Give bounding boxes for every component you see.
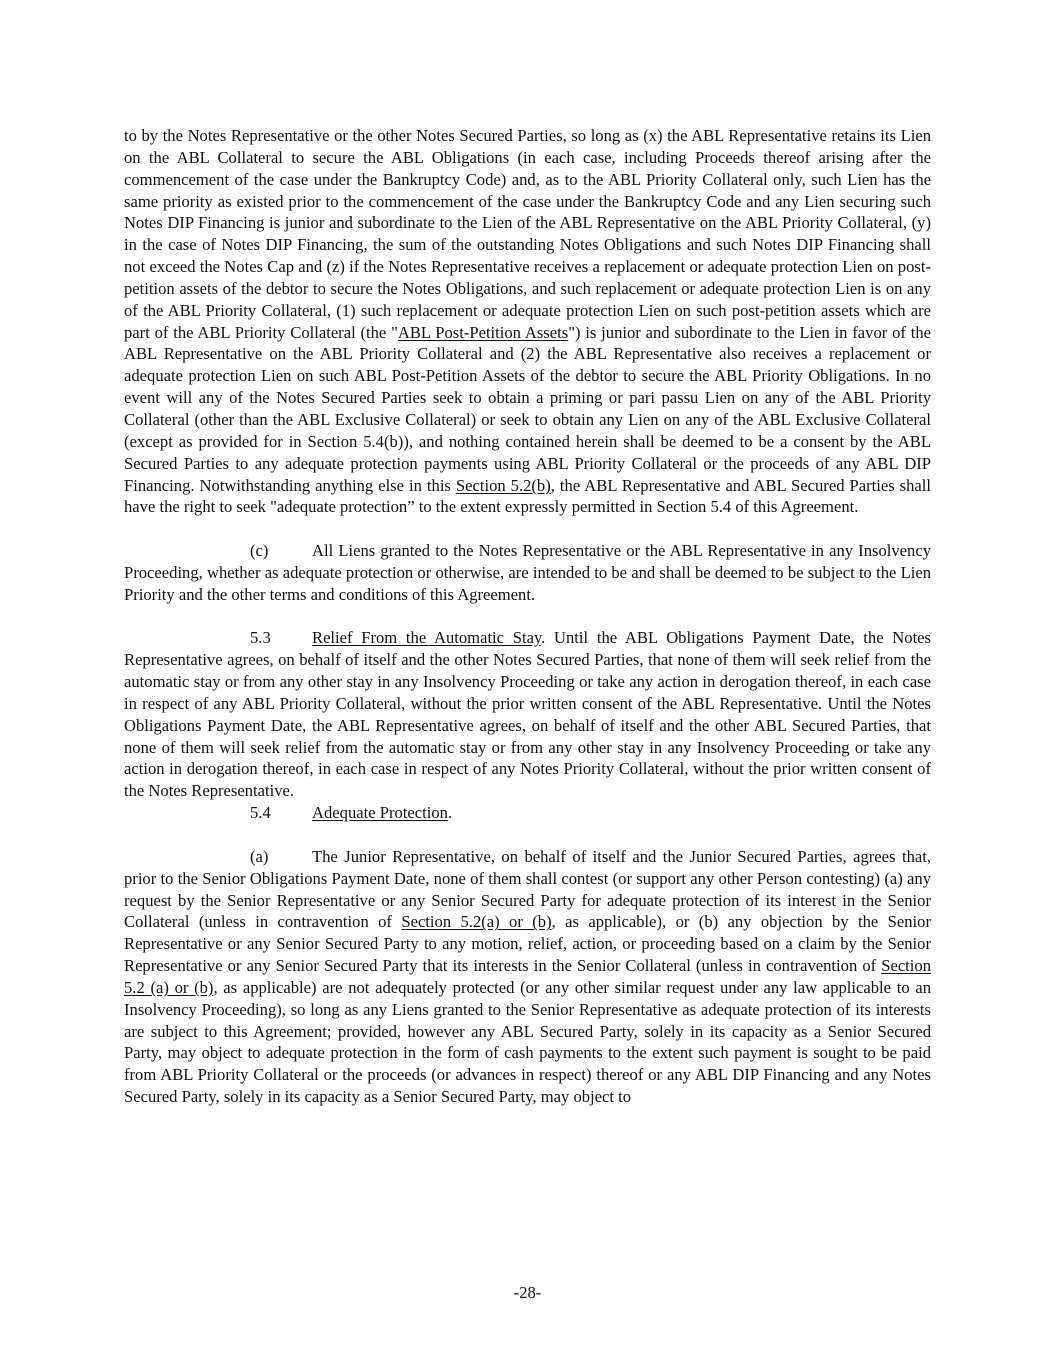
paragraph-5-2-b-continuation [124, 125, 931, 518]
paragraph-5-4-a [124, 846, 931, 1108]
clause-label-c: (c) [250, 541, 269, 561]
paragraph-5-2-c [124, 540, 931, 606]
section-title-relief-from-automatic-stay: Relief From the Automatic Stay [312, 628, 542, 648]
section-5-3 [124, 627, 931, 802]
paragraph-text: The Junior Representative, on behalf of itself and the Junior Secured Parties, agrees that, prior to the Senior Obligations Payment Date, none of them shall contest (or support any other Person contesting) (a) any request by the Senior Representative or any Senior Secured Party for adequate protection of its interest in the Senior Collateral (unless in contravention of [124, 846, 931, 932]
paragraph-text: . Until the ABL Obligations Payment Date, the Notes Representative agrees, on behalf of itself and the other Notes Secured Parties, that none of them will seek relief from the automatic stay or from any other stay in any Insolvency Proceeding or take any action in derogation thereof, in each case in respect of any ABL Priority Collateral, without the prior written consent of the ABL Representative. Until the Notes Obligations Payment Date, the ABL Representative agrees, on behalf of itself and the other ABL Secured Parties, that none of them will seek relief from the automatic stay or from any other stay in any Insolvency Proceeding or take any action in derogation thereof, in each case in respect of any Notes Priority Collateral, without the prior written consent of the Notes Representative. [124, 628, 931, 801]
paragraph-text: All Liens granted to the Notes Representative or the ABL Representative in any Insolvency Proceeding, whether as adequate protection or otherwise, are intended to be and shall be deemed to be subject to the Lien Priority and the other terms and conditions of this Agreement. [124, 541, 931, 604]
page-number: -28- [513, 1283, 542, 1302]
clause-label-a: (a) [250, 846, 269, 866]
document-body [124, 125, 931, 1108]
defined-term-abl-post-petition-assets: ABL Post-Petition Assets [397, 322, 569, 342]
section-reference-5-2-a-or-b: Section 5.2(a) or (b) [401, 912, 552, 932]
section-5-4-heading [124, 802, 931, 824]
paragraph-text: , as applicable) are not adequately protected (or any other similar request under any law applicable to an Insolvency Proceeding), so long as any Liens granted to the Senior Representative as adequate protection of its interests are subject to this Agreement; provided, however any ABL Secured Party, solely in its capacity as a Senior Secured Party, may object to adequate protection in the form of cash payments to the extent such payment is sought to be paid from ABL Priority Collateral or the proceeds (or advances in respect) thereof or any ABL DIP Financing and any Notes Secured Party, solely in its capacity as a Senior Secured Party, may object to [124, 977, 932, 1107]
heading-trail: . [447, 803, 453, 823]
section-number-5-3: 5.3 [250, 628, 271, 648]
section-title-adequate-protection: Adequate Protection [312, 803, 448, 823]
paragraph-text: , as applicable), or (b) any objection by the Senior Representative or any Senior Secured Party to any motion, relief, action, or proceeding based on a claim by the Senior Representative or any Senior Secured Party that its interests in the Senior Collateral (unless in contravention of [124, 912, 931, 976]
paragraph-text: , the ABL Representative and ABL Secured Parties shall have the right to seek "adequate protection” to the extent expressly permitted in Section 5.4 of this Agreement. [124, 475, 931, 517]
section-reference-5-2-b: Section 5.2(b) [455, 475, 551, 495]
section-reference-5-2-a-or-b-second: Section 5.2 (a) or (b) [124, 956, 931, 997]
paragraph-text: to by the Notes Representative or the other Notes Secured Parties, so long as (x) the ABL Representative retains its Lien on the ABL Collateral to secure the ABL Obligations (in each case, including Proceeds thereof arising after the commencement of the case under the Bankruptcy Code) and, as to the ABL Priority Collateral only, such Lien has the same priority as existed prior to the commencement of the case under the Bankruptcy Code and any Lien securing such Notes DIP Financing is junior and subordinate to the Lien of the ABL Representative on the ABL Priority Collateral, (y) in the case of Notes DIP Financing, the sum of the outstanding Notes Obligations and such Notes DIP Financing shall not exceed the Notes Cap and (z) if the Notes Representative receives a replacement or adequate protection Lien on post-petition assets of the debtor to secure the Notes Obligations, and such replacement or adequate protection Lien is on any of the ABL Priority Collateral, (1) such replacement or adequate protection Lien on such post-petition assets which are part of the ABL Priority Collateral (the " [124, 126, 931, 342]
section-number-5-4: 5.4 [250, 803, 271, 823]
paragraph-text: ") is junior and subordinate to the Lien in favor of the ABL Representative on the ABL Priority Collateral and (2) the ABL Representative also receives a replacement or adequate protection Lien on such ABL Post-Petition Assets of the debtor to secure the ABL Priority Obligations. In no event will any of the Notes Secured Parties seek to obtain a priming or pari passu Lien on any of the ABL Priority Collateral (other than the ABL Exclusive Collateral) or seek to obtain any Lien on any of the ABL Exclusive Collateral (except as provided for in Section 5.4(b)), and nothing contained herein shall be deemed to be a consent by the ABL Secured Parties to any adequate protection payments using ABL Priority Collateral or the proceeds of any ABL DIP Financing. Notwithstanding anything else in this [124, 322, 931, 495]
